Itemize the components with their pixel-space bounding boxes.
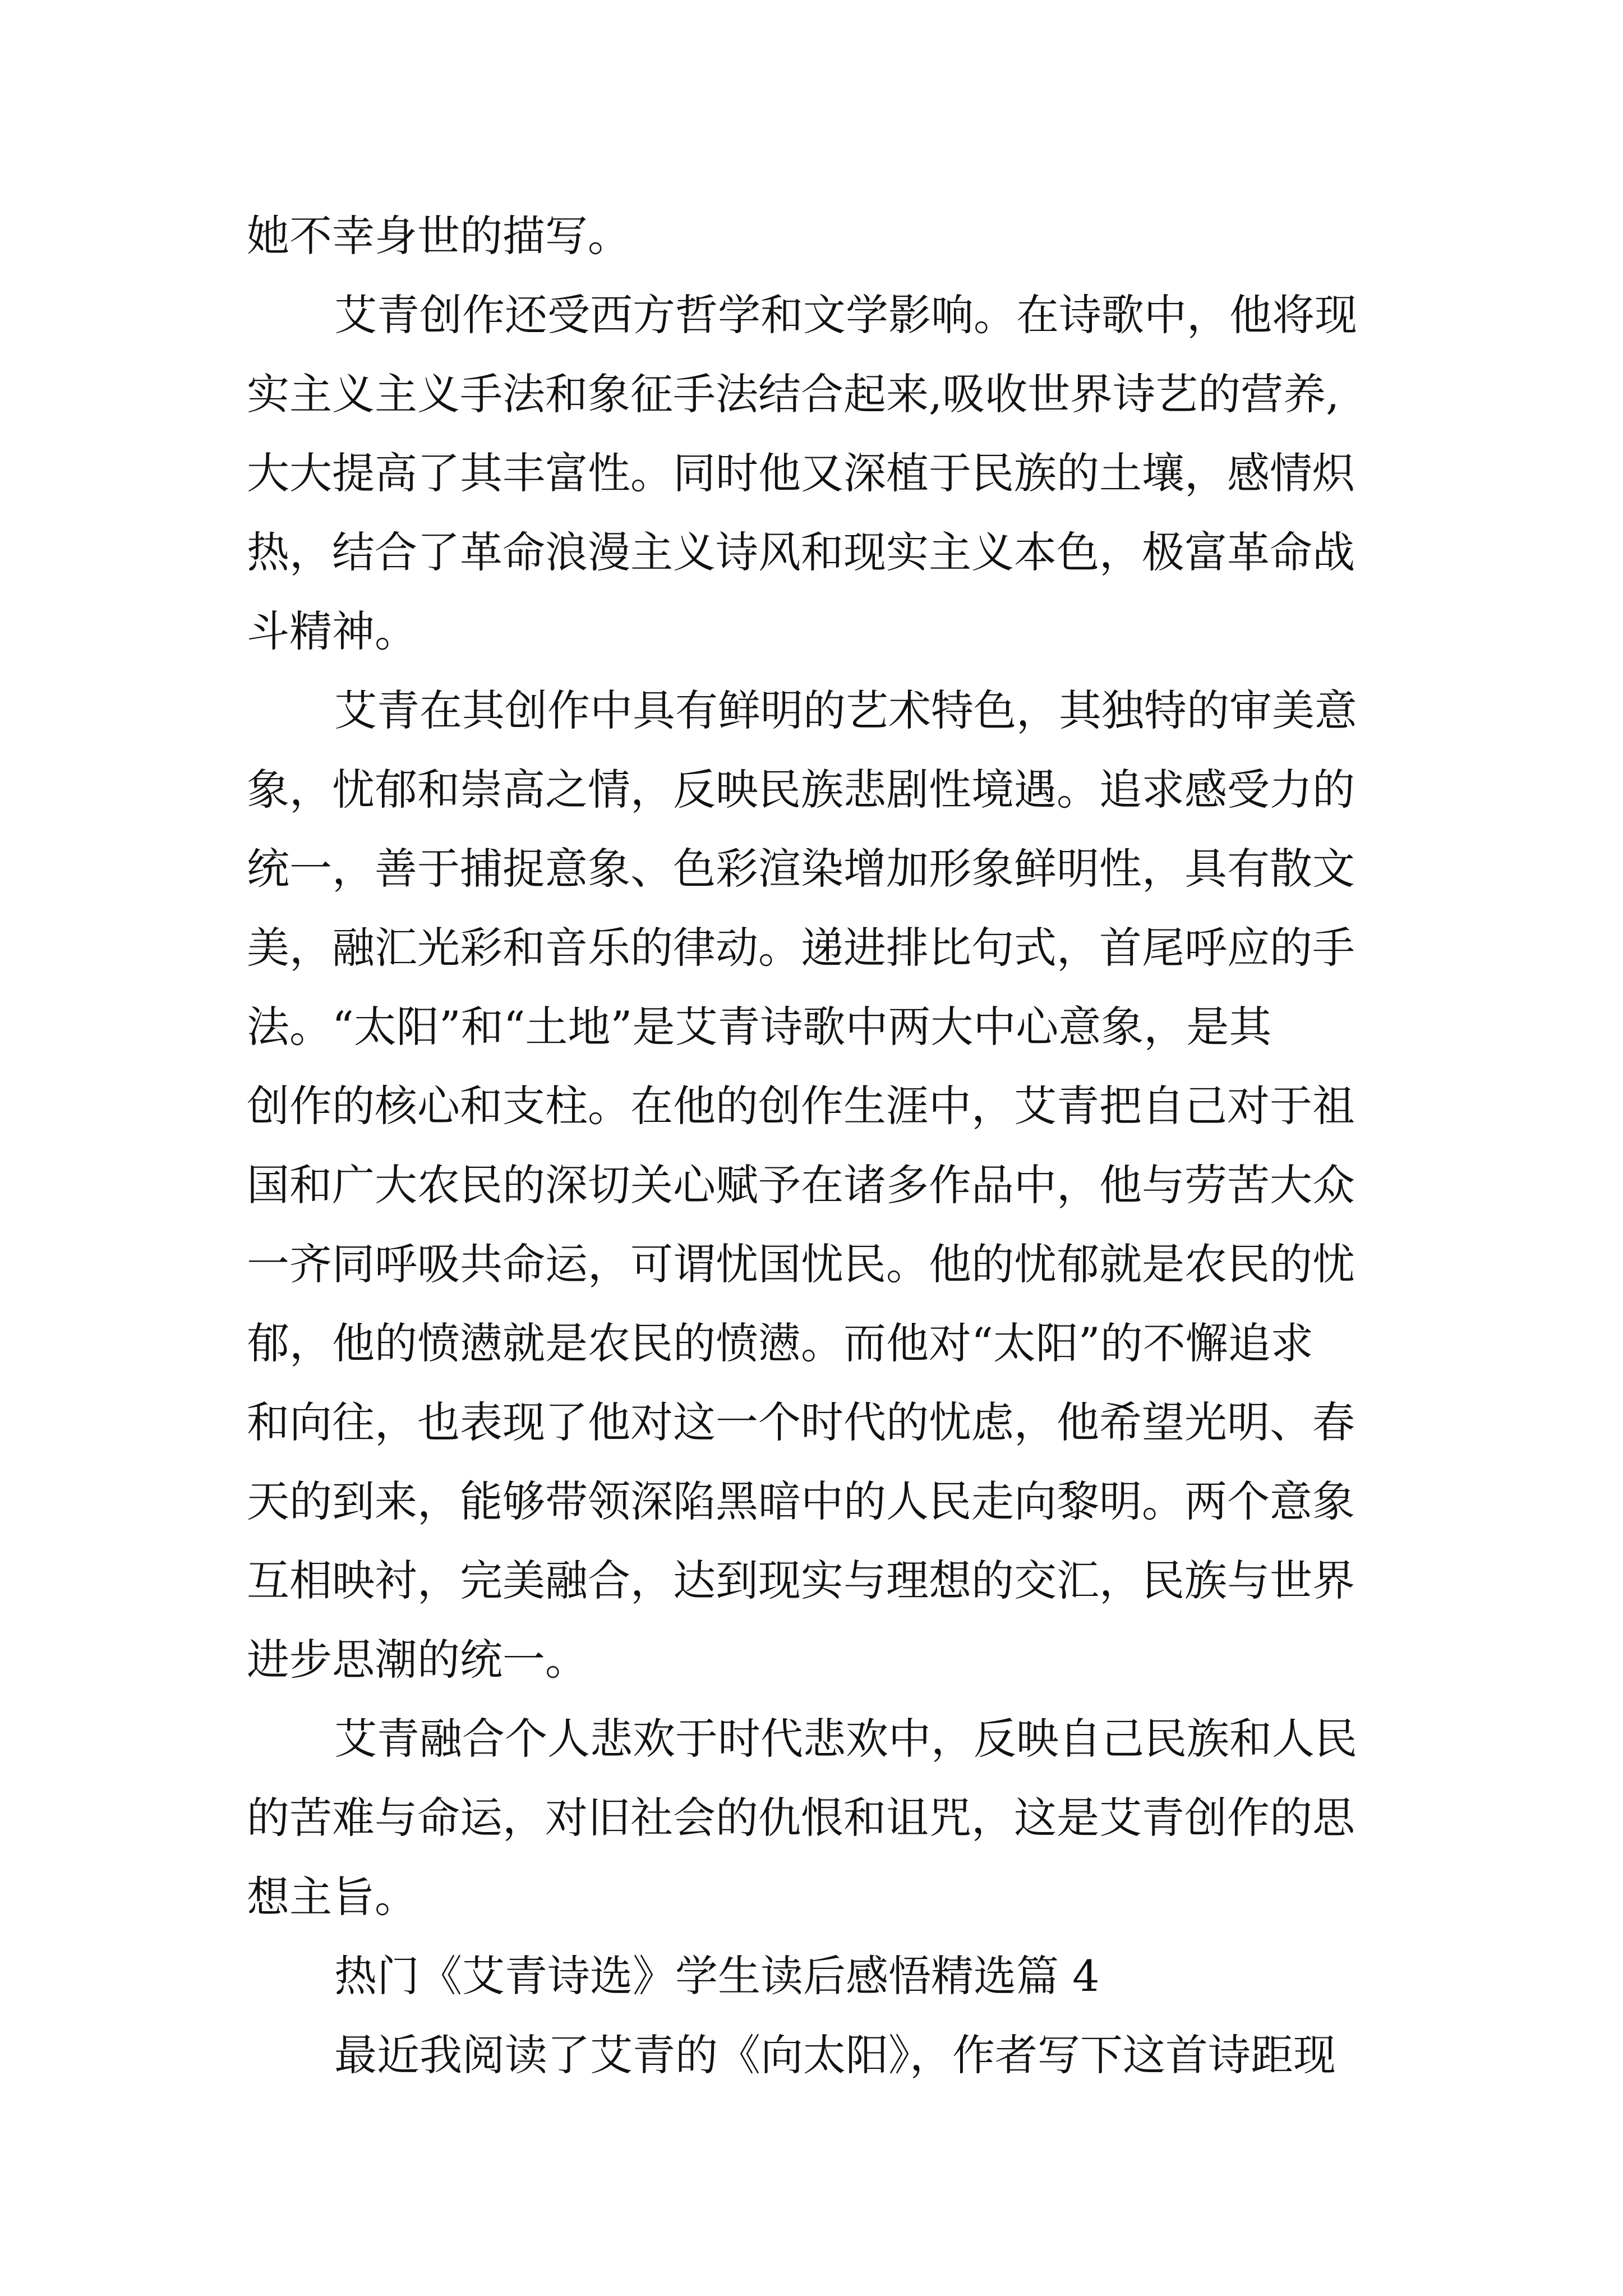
text-line: 进步思潮的统一。 (247, 1635, 588, 1685)
text-line: 她不幸身世的描写。 (247, 211, 630, 261)
text-line: 互相映衬，完美融合，达到现实与理想的交汇，民族与世界 (247, 1556, 1355, 1605)
text-line: 想主旨。 (247, 1872, 417, 1922)
text-line: 天的到来，能够带领深陷黑暗中的人民走向黎明。两个意象 (247, 1476, 1355, 1526)
paragraph-first-line: 艾青创作还受西方哲学和文学影响。在诗歌中，他将现 (334, 290, 1357, 340)
text-line: 郁，他的愤懑就是农民的愤懑。而他对“太阳”的不懈追求 (247, 1318, 1313, 1368)
text-line: 美，融汇光彩和音乐的律动。递进排比句式，首尾呼应的手 (247, 923, 1355, 973)
text-line: 和向往，也表现了他对这一个时代的忧虑，他希望光明、春 (247, 1397, 1355, 1447)
text-line: 创作的核心和支柱。在他的创作生涯中，艾青把自己对于祖 (247, 1081, 1355, 1131)
paragraph-first-line: 最近我阅读了艾青的《向太阳》，作者写下这首诗距现 (334, 2030, 1336, 2080)
text-line: 法。“太阳”和“土地”是艾青诗歌中两大中心意象，是其 (247, 1002, 1272, 1052)
text-line: 象，忧郁和崇高之情，反映民族悲剧性境遇。追求感受力的 (247, 765, 1355, 815)
text-line: 的苦难与命运，对旧社会的仇恨和诅咒，这是艾青创作的思 (247, 1793, 1355, 1843)
text-line: 国和广大农民的深切关心赋予在诸多作品中，他与劳苦大众 (247, 1160, 1355, 1210)
text-line: 斗精神。 (247, 606, 417, 656)
text-line: 统一，善于捕捉意象、色彩渲染增加形象鲜明性，具有散文 (247, 844, 1355, 894)
paragraph-first-line: 艾青融合个人悲欢于时代悲欢中，反映自己民族和人民 (334, 1714, 1357, 1764)
section-heading: 热门《艾青诗选》学生读后感悟精选篇 4 (334, 1951, 1100, 2001)
text-line: 实主义主义手法和象征手法结合起来,吸收世界诗艺的营养, (247, 369, 1340, 419)
paragraph-first-line: 艾青在其创作中具有鲜明的艺术特色，其独特的审美意 (334, 685, 1357, 735)
text-line: 一齐同呼吸共命运，可谓忧国忧民。他的忧郁就是农民的忧 (247, 1239, 1355, 1289)
text-line: 热，结合了革命浪漫主义诗风和现实主义本色，极富革命战 (247, 527, 1355, 577)
text-line: 大大提高了其丰富性。同时他又深植于民族的土壤，感情炽 (247, 448, 1355, 498)
document-body (247, 196, 1396, 2095)
